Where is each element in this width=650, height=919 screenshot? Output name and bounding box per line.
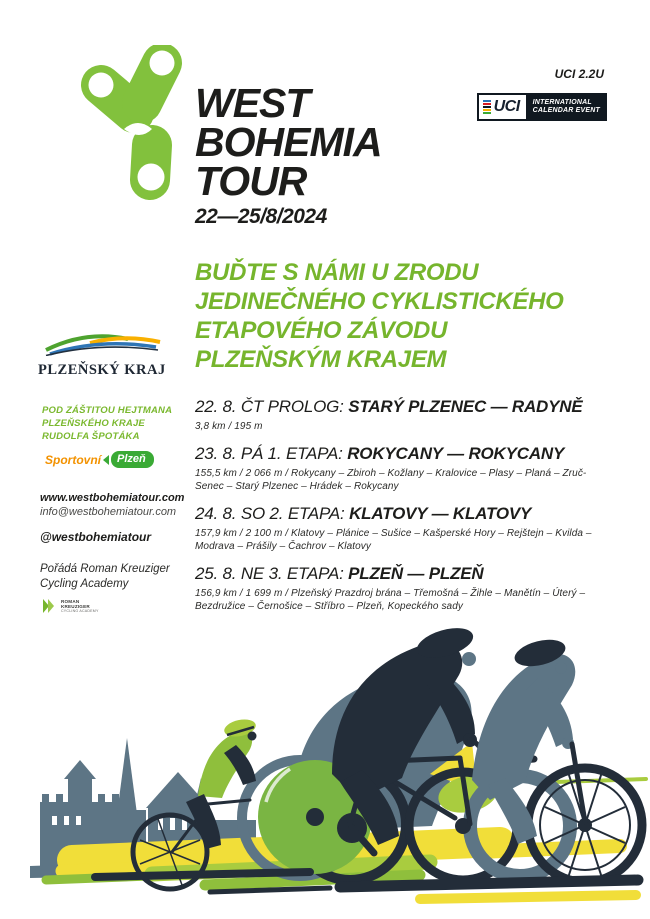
- stage-item: [195, 444, 603, 493]
- stage-item: [195, 564, 603, 613]
- event-dates: 22—25/8/2024: [195, 205, 327, 228]
- stage-details: 156,9 km / 1 699 m / Plzeňský Prazdroj brána – Třemošná – Žihle – Manětín – Úterý – Bezdružice – Černošice – Stříbro – Plzeň, Kopeckého sady: [195, 588, 586, 612]
- uci-label-line: INTERNATIONAL: [532, 98, 592, 106]
- title-line: WEST: [195, 80, 310, 126]
- stage-item: [195, 504, 603, 553]
- uci-badge: [477, 93, 607, 121]
- stage-date: 23. 8. PÁ 1. ETAPA:: [195, 444, 348, 463]
- cyclists-illustration: [0, 612, 650, 919]
- title-line: BOHEMIA: [195, 119, 382, 165]
- uci-category-label: UCI 2.2U: [554, 67, 604, 81]
- patronage-note: [42, 404, 172, 443]
- patronage-line: RUDOLFA ŠPOTÁKA: [42, 431, 140, 442]
- patronage-line: POD ZÁŠTITOU HEJTMANA: [42, 405, 173, 416]
- stage-route: ROKYCANY — ROKYCANY: [347, 444, 565, 463]
- headline-line: ETAPOVÉHO ZÁVODU: [195, 317, 448, 344]
- organizer-line: Pořádá Roman Kreuziger: [40, 563, 170, 575]
- stage-details: 3,8 km / 195 m: [195, 421, 263, 432]
- stage-details: 155,5 km / 2 066 m / Rokycany – Zbiroh – Kožlany – Kralovice – Plasy – Planá – Zruč-Senec – Starý Plzenec – Hrádek – Rokycany: [195, 468, 587, 492]
- event-title: [195, 80, 382, 229]
- sport-prefix: Sportovní: [45, 452, 101, 467]
- sport-suffix: Plzeň: [111, 451, 154, 468]
- campaign-headline: [195, 258, 564, 374]
- rk-text-line: KREUZIGER: [61, 603, 90, 609]
- patronage-line: PLZEŇSKÉHO KRAJE: [42, 418, 145, 429]
- headline-line: BUĎTE S NÁMI U ZRODU: [195, 259, 479, 286]
- contact-block: [40, 492, 184, 518]
- email-link[interactable]: info@westbohemiatour.com: [40, 506, 177, 518]
- kraj-wordmark: PLZEŇSKÝ KRAJ: [38, 362, 166, 378]
- stage-heading: [195, 564, 603, 584]
- uci-rainbow-stripes-icon: [483, 100, 491, 114]
- website-link[interactable]: www.westbohemiatour.com: [40, 492, 185, 504]
- organizer-note: [40, 562, 170, 591]
- headline-line: PLZEŇSKÝM KRAJEM: [195, 346, 447, 373]
- headline-line: JEDINEČNÉHO CYKLISTICKÉHO: [195, 288, 564, 315]
- sportovni-plzen-logo: [45, 451, 154, 468]
- stage-list: [195, 397, 603, 624]
- stage-heading: [195, 397, 603, 417]
- uci-wordmark: UCI: [493, 98, 520, 115]
- social-handle[interactable]: @westbohemiatour: [40, 530, 152, 544]
- stage-item: [195, 397, 603, 433]
- rk-text-line: CYCLING ACADEMY: [61, 608, 99, 613]
- chain-links-logo-icon: [62, 45, 212, 220]
- organizer-line: Cycling Academy: [40, 577, 129, 590]
- stage-date: 25. 8. NE 3. ETAPA:: [195, 564, 349, 583]
- stage-route: KLATOVY — KLATOVY: [349, 504, 532, 523]
- stage-heading: [195, 504, 603, 524]
- stage-route: STARÝ PLZENEC — RADYNĚ: [348, 397, 583, 416]
- uci-logo: [477, 93, 526, 121]
- badge-notch-icon: [103, 455, 109, 465]
- stage-details: 157,9 km / 2 100 m / Klatovy – Plánice – Sušice – Kašperské Hory – Rejštejn – Kvilda – Modrava – Prášily – Čachrov – Klatovy: [195, 528, 592, 552]
- rk-text-line: ROMAN: [61, 598, 80, 604]
- stage-date: 22. 8. ČT PROLOG:: [195, 397, 349, 416]
- uci-label-line: CALENDAR EVENT: [532, 107, 600, 114]
- title-line: TOUR: [195, 158, 307, 204]
- stage-heading: [195, 444, 603, 464]
- uci-calendar-label: [526, 93, 607, 121]
- stage-route: PLZEŇ — PLZEŇ: [348, 564, 484, 583]
- plzensky-kraj-logo: [38, 330, 166, 379]
- kraj-arcs-icon: [38, 330, 166, 356]
- stage-date: 24. 8. SO 2. ETAPA:: [195, 504, 350, 523]
